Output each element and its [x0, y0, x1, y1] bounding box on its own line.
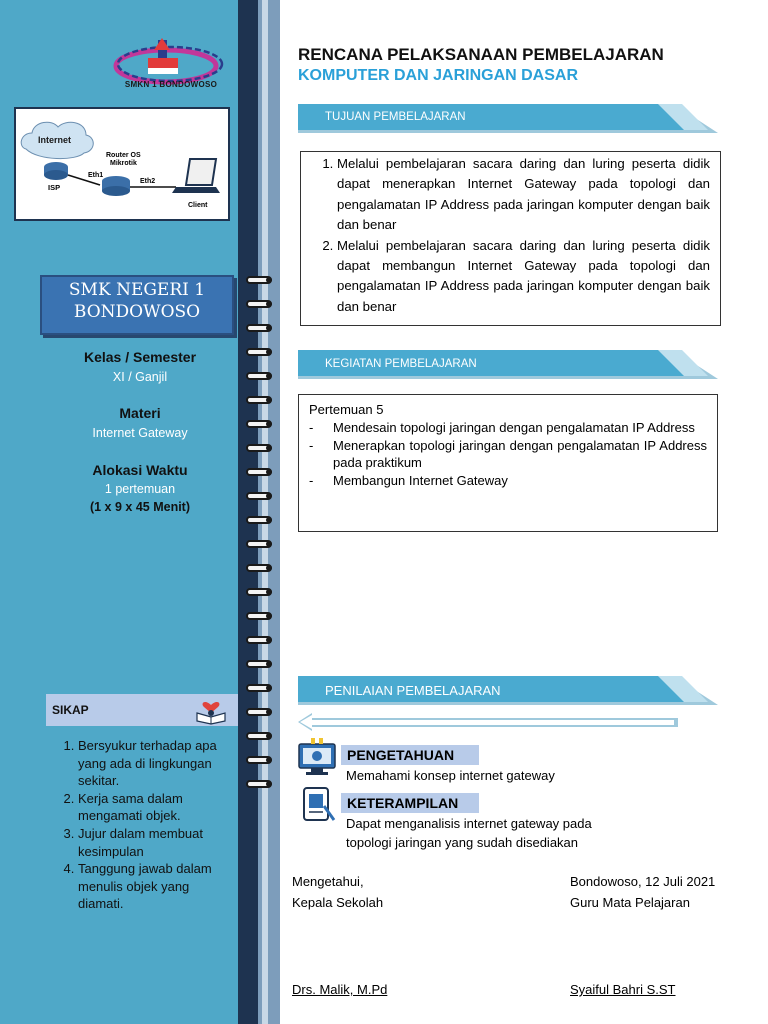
binder-ring-hole	[266, 637, 272, 643]
kegiatan-item: - Menerapkan topologi jaringan dengan pengalamatan IP Address pada praktikum	[309, 437, 707, 473]
signature-right-line-1: Bondowoso, 12 Juli 2021	[570, 874, 716, 889]
reading-heart-icon	[194, 693, 228, 725]
signature-left-line-1: Mengetahui,	[292, 874, 364, 889]
sikap-item: 3. Jujur dalam membuat kesimpulan	[78, 825, 232, 860]
left-arrow-icon	[298, 712, 682, 732]
alokasi-label: Alokasi Waktu	[92, 462, 188, 478]
logo-caption: SMKN 1 BONDOWOSO	[124, 80, 218, 89]
binder-ring-hole	[266, 733, 272, 739]
pertemuan-label: Pertemuan 5	[309, 402, 384, 417]
binder-ring-hole	[266, 709, 272, 715]
keterampilan-desc-line-1: Dapat menganalisis internet gateway pada	[346, 816, 592, 831]
signature-right	[570, 871, 715, 913]
sikap-list	[52, 737, 232, 913]
alokasi-value-2: (1 x 9 x 45 Menit)	[89, 500, 191, 514]
signature-left	[292, 871, 383, 913]
school-name	[44, 279, 230, 323]
materi-label: Materi	[119, 405, 161, 421]
school-name-line-2: BONDOWOSO	[73, 302, 201, 322]
tujuan-item: 1. Melalui pembelajaran sacara daring dan luring peserta didik dapat menerapkan Internet Gateway pada topologi dan pengalamatan IP Address pada jaringan komputer dengan baik dan benar	[337, 154, 710, 236]
pengetahuan-label: PENGETAHUAN	[341, 745, 479, 765]
signature-left-line-2: Kepala Sekolah	[292, 895, 384, 910]
binder-ring-hole	[266, 301, 272, 307]
kegiatan-item: - Membangun Internet Gateway	[309, 472, 707, 490]
sikap-item: 4. Tanggung jawab dalam menulis objek yang diamati.	[78, 860, 232, 913]
binder-ring-hole	[266, 373, 272, 379]
alokasi-value-1: 1 pertemuan	[104, 482, 176, 496]
binder-ring-hole	[266, 469, 272, 475]
binder-ring-hole	[266, 277, 272, 283]
binder-ring-hole	[266, 397, 272, 403]
page-title: RENCANA PELAKSANAAN PEMBELAJARAN	[298, 45, 664, 64]
tujuan-item: 2. Melalui pembelajaran sacara daring dan luring peserta didik dapat membangun Internet Gateway pada topologi dan pengalamatan IP Address pada jaringan komputer dengan baik dan benar	[337, 236, 710, 318]
keterampilan-desc	[346, 814, 646, 852]
binder-ring-hole	[266, 421, 272, 427]
keterampilan-desc-line-2: topologi jaringan yang sudah disediakan	[346, 835, 579, 850]
tujuan-heading: TUJUAN PEMBELAJARAN	[325, 111, 466, 123]
pengetahuan-desc: Memahami konsep internet gateway	[346, 768, 555, 783]
kegiatan-list	[309, 419, 707, 490]
principal-name: Drs. Malik, M.Pd	[292, 982, 388, 997]
binder-ring-hole	[266, 349, 272, 355]
skill-tablet-icon	[300, 786, 336, 822]
diagram-internet-label: Internet	[38, 135, 72, 145]
diagram-isp-label: ISP	[48, 183, 61, 192]
page-subtitle: KOMPUTER DAN JARINGAN DASAR	[298, 67, 579, 84]
binder-ring-hole	[266, 541, 272, 547]
network-diagram	[14, 107, 230, 221]
sikap-item: 1. Bersyukur terhadap apa yang ada di lingkungan sekitar.	[78, 737, 232, 790]
binder-ring-hole	[266, 565, 272, 571]
diagram-eth2-label: Eth2	[140, 178, 156, 185]
diagram-router-label-2: Mikrotik	[110, 160, 137, 167]
signature-right-line-2: Guru Mata Pelajaran	[570, 895, 690, 910]
school-name-line-1: SMK NEGERI 1	[68, 280, 206, 300]
kelas-value: XI / Ganjil	[112, 370, 168, 384]
sikap-item: 2. Kerja sama dalam mengamati objek.	[78, 790, 232, 825]
binder-ring-hole	[266, 685, 272, 691]
sikap-title: SIKAP	[52, 703, 89, 717]
penilaian-heading: PENILAIAN PEMBELAJARAN	[325, 683, 501, 698]
kelas-label: Kelas / Semester	[83, 349, 197, 365]
diagram-router-label-1: Router OS	[106, 152, 141, 159]
materi-value: Internet Gateway	[92, 426, 188, 440]
computer-brain-icon	[297, 738, 337, 778]
binder-ring-hole	[266, 445, 272, 451]
kegiatan-item: - Mendesain topologi jaringan dengan pengalamatan IP Address	[309, 419, 707, 437]
notebook-spine	[238, 0, 258, 1024]
notebook-spine-stripe	[262, 0, 268, 1024]
diagram-eth1-label: Eth1	[88, 172, 104, 179]
kegiatan-box	[298, 394, 718, 532]
tujuan-list	[300, 151, 721, 326]
kegiatan-heading: KEGIATAN PEMBELAJARAN	[325, 358, 477, 370]
binder-ring-hole	[266, 613, 272, 619]
binder-ring-hole	[266, 589, 272, 595]
binder-ring-hole	[266, 325, 272, 331]
teacher-name: Syaiful Bahri S.ST	[570, 982, 676, 997]
binder-ring-hole	[266, 757, 272, 763]
binder-ring-hole	[266, 517, 272, 523]
binder-ring-hole	[266, 661, 272, 667]
keterampilan-label: KETERAMPILAN	[341, 793, 479, 813]
binder-ring-hole	[266, 493, 272, 499]
network-topology-image	[16, 109, 228, 219]
binder-ring-hole	[266, 781, 272, 787]
diagram-client-label: Client	[188, 202, 208, 209]
